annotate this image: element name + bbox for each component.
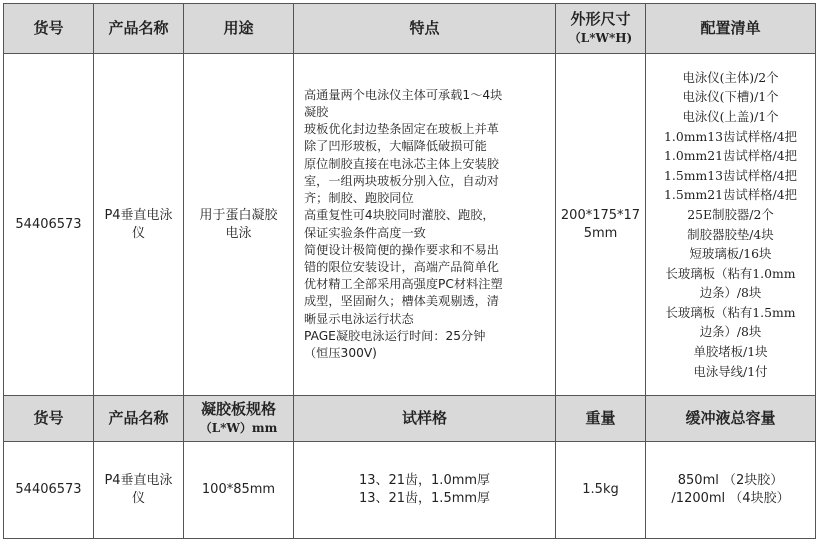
comb-cell: 13、21齿，1.0mm厚 13、21齿，1.5mm厚 [294, 442, 556, 539]
config-item: 电泳仪(下槽)/1个 [682, 89, 779, 105]
header-sku-2: 货号 [4, 396, 94, 442]
header-row-1 [4, 4, 816, 54]
config-item: 电泳仪(主体)/2个 [682, 69, 779, 85]
config-item: 短玻璃板/16块 [689, 246, 772, 262]
product-name-cell-2: P4垂直电泳 仪 [94, 442, 184, 539]
header-gel-spec-unit: （L*W）mm [199, 420, 278, 435]
features-cell [294, 54, 556, 396]
sku-cell: 54406573 [4, 54, 94, 396]
config-item: 电泳仪(上盖)/1个 [682, 108, 779, 124]
header-dimensions [556, 4, 646, 54]
header-gel-spec [184, 396, 294, 442]
header-product-name: 产品名称 [94, 4, 184, 54]
header-config-list: 配置清单 [646, 4, 816, 54]
product-row-2 [4, 442, 816, 539]
usage-cell: 用于蛋白凝胶 电泳 [184, 54, 294, 396]
header-product-name-2: 产品名称 [94, 396, 184, 442]
dimensions-cell: 200*175*17 5mm [556, 54, 646, 396]
config-item: 单胶堵板/1块 [693, 344, 768, 360]
buffer-capacity-cell: 850ml （2块胶） /1200ml （4块胶） [646, 442, 816, 539]
features-text: 高通量两个电泳仪主体可承载1～4块 凝胶 玻板优化封边垫条固定在玻板上并革 除了凹形玻板，大幅降低破损可能 原位制胶直接在电泳芯主体上安装胶 室，一组两块玻板分别入位，自动对 齐；制胶、跑胶同位 高重复性可4块胶同时灌胶、跑胶， 保证实验条件高度一致 简便设计极简便的操作要求和不易出 错的限位安装设计，高端产品简单化 优材精工全部采用高强度PC材料注塑 成型，坚固耐久；槽体美观剔透，清 晰显示电泳运行状态 PAGE凝胶电泳运行时间：25分钟 （恒压300V) [304, 87, 503, 360]
header-usage: 用途 [184, 4, 294, 54]
weight-cell: 1.5kg [556, 442, 646, 539]
header-sku: 货号 [4, 4, 94, 54]
config-item: 制胶器胶垫/4块 [687, 226, 774, 242]
header-row-2 [4, 396, 816, 442]
config-item: 电泳导线/1付 [693, 363, 768, 379]
header-gel-spec-title: 凝胶板规格 [200, 399, 276, 418]
product-name-cell: P4垂直电泳 仪 [94, 54, 184, 396]
header-comb: 试样格 [294, 396, 556, 442]
gel-size-cell: 100*85mm [184, 442, 294, 539]
config-list-cell [646, 54, 816, 396]
config-item: 长玻璃板（粘有1.5mm 边条）/8块 [665, 304, 796, 340]
header-weight: 重量 [556, 396, 646, 442]
config-item: 长玻璃板（粘有1.0mm 边条）/8块 [665, 265, 796, 301]
product-row-1 [4, 54, 816, 396]
header-features: 特点 [294, 4, 556, 54]
header-dimensions-title: 外形尺寸 [570, 9, 631, 28]
config-item: 1.0mm13齿试样格/4把 [664, 128, 797, 144]
header-buffer-capacity: 缓冲液总容量 [646, 396, 816, 442]
config-item: 1.5mm21齿试样格/4把 [664, 187, 797, 203]
config-item: 25E制胶器/2个 [687, 206, 774, 222]
product-spec-table [3, 3, 816, 539]
header-dimensions-unit: （L*W*H) [568, 30, 633, 45]
sku-cell-2: 54406573 [4, 442, 94, 539]
config-item: 1.0mm21齿试样格/4把 [664, 148, 797, 164]
config-item: 1.5mm13齿试样格/4把 [664, 167, 797, 183]
